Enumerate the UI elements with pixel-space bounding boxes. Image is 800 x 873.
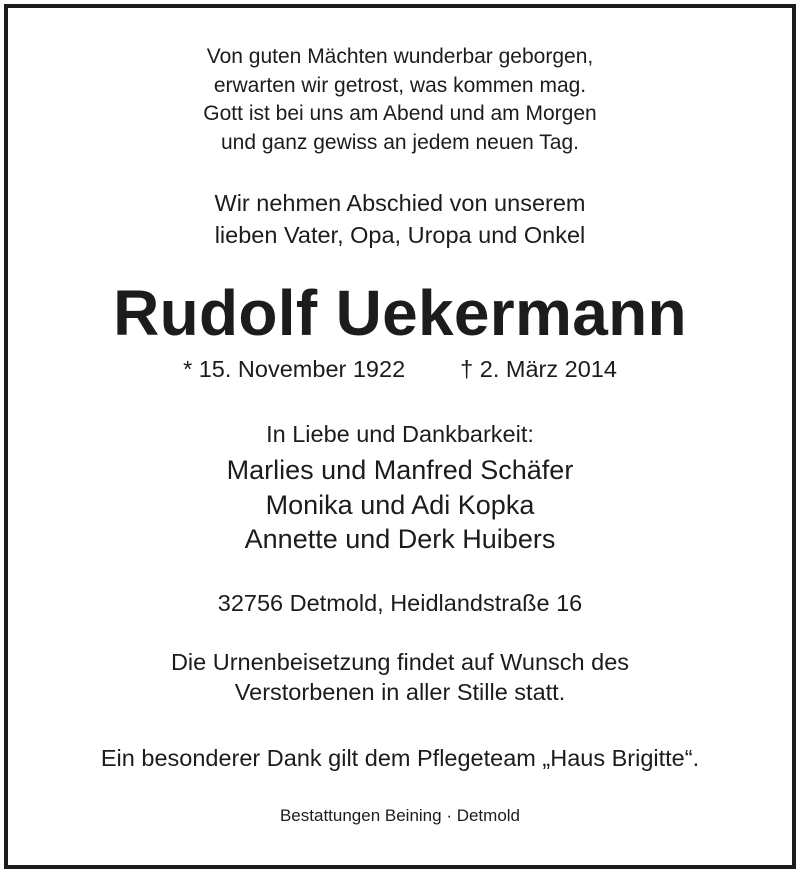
- life-dates: [0, 354, 800, 384]
- farewell-intro-line: Wir nehmen Abschied von unserem: [214, 190, 586, 216]
- mourner-name: Marlies und Manfred Schäfer: [226, 455, 574, 485]
- poem-line: erwarten wir getrost, was kommen mag.: [213, 73, 587, 97]
- mourners-list: [0, 453, 800, 557]
- poem-line: Gott ist bei uns am Abend und am Morgen: [203, 102, 597, 125]
- address: 32756 Detmold, Heidlandstraße 16: [217, 590, 583, 616]
- farewell-intro: [0, 187, 800, 251]
- burial-notice-line: Verstorbenen in aller Stille statt.: [234, 679, 566, 705]
- burial-notice: [0, 647, 800, 707]
- poem-line: Von guten Mächten wunderbar geborgen,: [206, 45, 594, 68]
- mourner-name: Annette und Derk Huibers: [244, 524, 556, 554]
- special-thanks: Ein besonderer Dank gilt dem Pflegeteam „Haus Brigitte“.: [100, 745, 700, 771]
- mourner-name: Monika und Adi Kopka: [265, 489, 535, 520]
- burial-notice-line: Die Urnenbeisetzung findet auf Wunsch des: [170, 649, 630, 675]
- undertaker: Bestattungen Beining · Detmold: [279, 806, 521, 825]
- poem: [0, 43, 800, 157]
- mourners-intro: In Liebe und Dankbarkeit:: [266, 421, 534, 447]
- birth-date: * 15. November 1922: [183, 356, 406, 382]
- death-date: † 2. März 2014: [460, 356, 617, 382]
- farewell-intro-line: lieben Vater, Opa, Uropa und Onkel: [214, 222, 586, 248]
- poem-line: und ganz gewiss an jedem neuen Tag.: [220, 130, 580, 154]
- deceased-name: Rudolf Uekermann: [113, 277, 687, 349]
